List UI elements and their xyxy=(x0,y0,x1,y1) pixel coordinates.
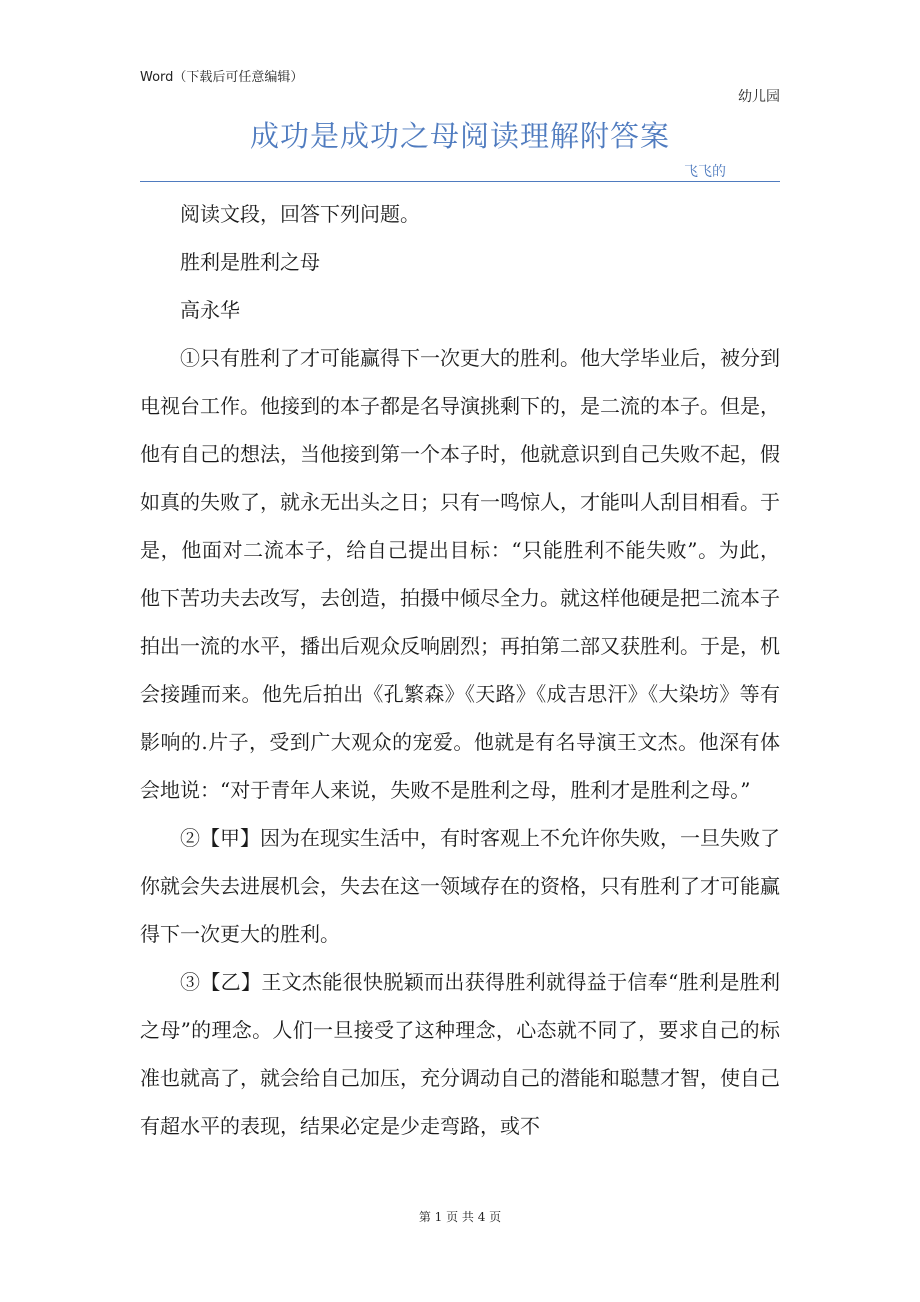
paragraph-2: ②【甲】因为在现实生活中，有时客观上不允许你失败，一旦失败了你就会失去进展机会，失去在这一领域存在的资格，只有胜利了才可能赢得下一次更大的胜利。 xyxy=(140,826,780,946)
title-divider xyxy=(140,181,780,182)
author-tag: 飞飞的 xyxy=(684,164,726,180)
page-number: 第 1 页 共 4 页 xyxy=(418,1210,502,1224)
article-author: 高永华 xyxy=(180,298,240,322)
paragraph-1: ①只有胜利了才可能赢得下一次更大的胜利。他大学毕业后，被分到电视台工作。他接到的本子都是名导演挑剩下的，是二流的本子。但是，他有自己的想法，当他接到第一个本子时，他就意识到自己失败不起，假如真的失败了，就永无出头之日；只有一鸣惊人，才能叫人刮目相看。于是，他面对二流本子，给自己提出目标：“只能胜利不能失败”。为此，他下苦功夫去改写，去创造，拍摄中倾尽全力。就这样他硬是把二流本子拍出一流的水平，播出后观众反响剧烈；再拍第二部又获胜利。于是，机会接踵而来。他先后拍出《孔繁森》《天路》《成吉思汗》《大染坊》等有影响的.片子，受到广大观众的宠爱。他就是有名导演王文杰。他深有体会地说：“对于青年人来说，失败不是胜利之母，胜利才是胜利之母。” xyxy=(140,346,780,802)
header-category: 幼儿园 xyxy=(738,89,780,105)
paragraph-3: ③【乙】王文杰能很快脱颖而出获得胜利就得益于信奉“胜利是胜利之母”的理念。人们一旦接受了这种理念，心态就不同了，要求自己的标准也就高了，就会给自己加压，充分调动自己的潜能和聪慧才智，使自己有超水平的表现，结果必定是少走弯路，或不 xyxy=(140,970,780,1138)
instruction-line: 阅读文段，回答下列问题。 xyxy=(180,202,420,226)
article-title: 胜利是胜利之母 xyxy=(180,250,320,274)
document-title: 成功是成功之母阅读理解附答案 xyxy=(249,119,670,153)
header-note: Word（下载后可任意编辑） xyxy=(140,70,304,85)
document-body xyxy=(140,190,780,1150)
